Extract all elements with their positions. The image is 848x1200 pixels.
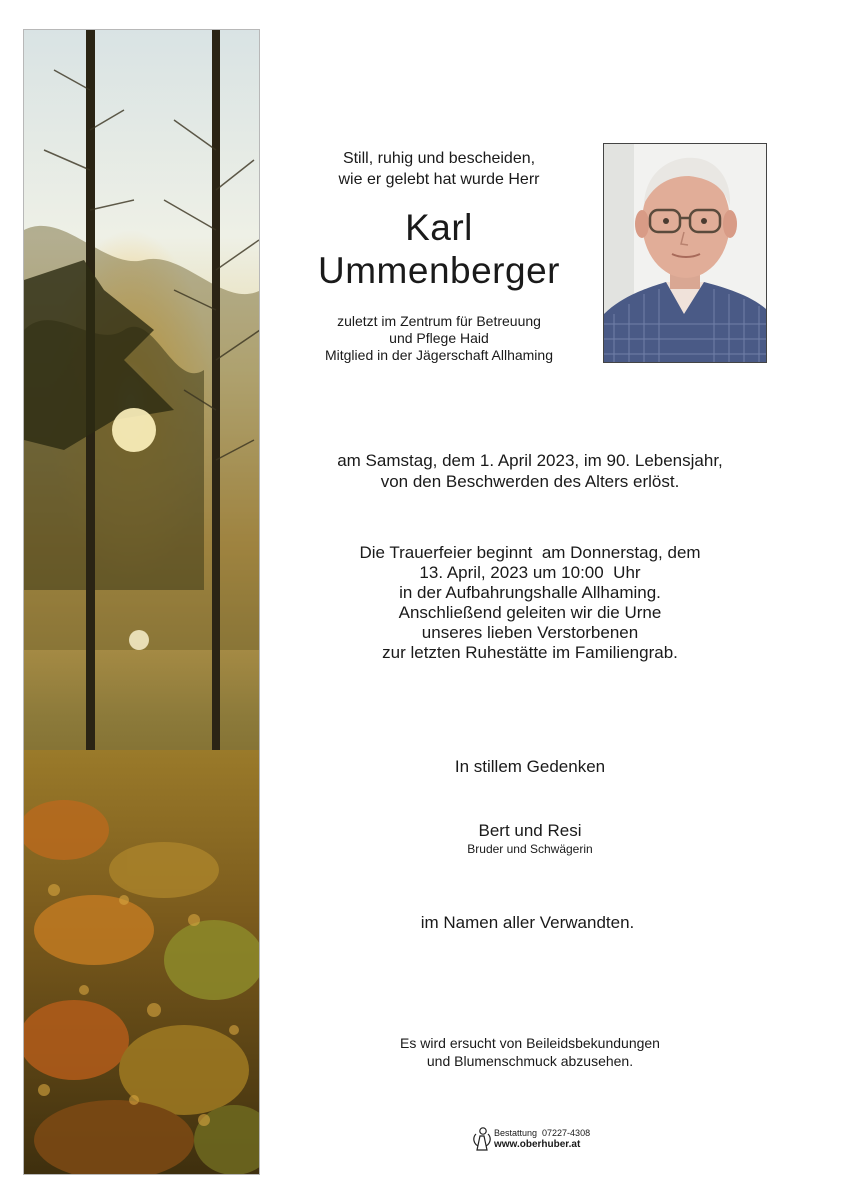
ceremony-line: Die Trauerfeier beginnt am Donnerstag, dem xyxy=(359,543,701,562)
memory-heading: In stillem Gedenken xyxy=(454,757,606,776)
portrait-photo xyxy=(603,143,767,363)
ceremony-line: unseres lieben Verstorbenen xyxy=(421,623,639,642)
footer-phone: Bestattung 07227-4308 xyxy=(494,1128,591,1138)
last-name: Ummenberger xyxy=(318,250,560,291)
bereaved-names: Bert und Resi xyxy=(478,821,582,840)
request-line: Es wird ersucht von Beileidsbekundungen xyxy=(400,1035,660,1051)
ceremony-details xyxy=(300,543,760,663)
deceased-name xyxy=(290,206,588,292)
intro-text xyxy=(300,148,578,190)
bereaved-relation: Bruder und Schwägerin xyxy=(467,842,593,856)
first-name: Karl xyxy=(405,207,473,248)
ceremony-line: 13. April, 2023 um 10:00 Uhr xyxy=(419,563,641,582)
death-announcement xyxy=(300,450,760,492)
request-line: und Blumenschmuck abzusehen. xyxy=(426,1053,634,1069)
angel-icon xyxy=(472,1126,492,1152)
family-line: im Namen aller Verwandten. xyxy=(420,913,635,932)
condolence-request xyxy=(300,1034,760,1070)
ceremony-line: Anschließend geleiten wir die Urne xyxy=(398,603,662,622)
forest-sunrise-image xyxy=(23,29,260,1175)
ceremony-line: in der Aufbahrungshalle Allhaming. xyxy=(399,583,661,602)
death-line: am Samstag, dem 1. April 2023, im 90. Lebensjahr, xyxy=(337,451,723,470)
intro-line: Still, ruhig und bescheiden, xyxy=(342,150,536,167)
ceremony-line: zur letzten Ruhestätte im Familiengrab. xyxy=(382,643,678,662)
funeral-home-logo xyxy=(472,1124,592,1156)
footer-website[interactable]: www.oberhuber.at xyxy=(494,1139,581,1150)
deceased-info xyxy=(290,313,588,364)
info-line: Mitglied in der Jägerschaft Allhaming xyxy=(324,347,553,363)
intro-line: wie er gelebt hat wurde Herr xyxy=(338,171,540,188)
info-line: zuletzt im Zentrum für Betreuung xyxy=(337,313,541,329)
death-line: von den Beschwerden des Alters erlöst. xyxy=(380,472,680,491)
info-line: und Pflege Haid xyxy=(389,330,489,346)
